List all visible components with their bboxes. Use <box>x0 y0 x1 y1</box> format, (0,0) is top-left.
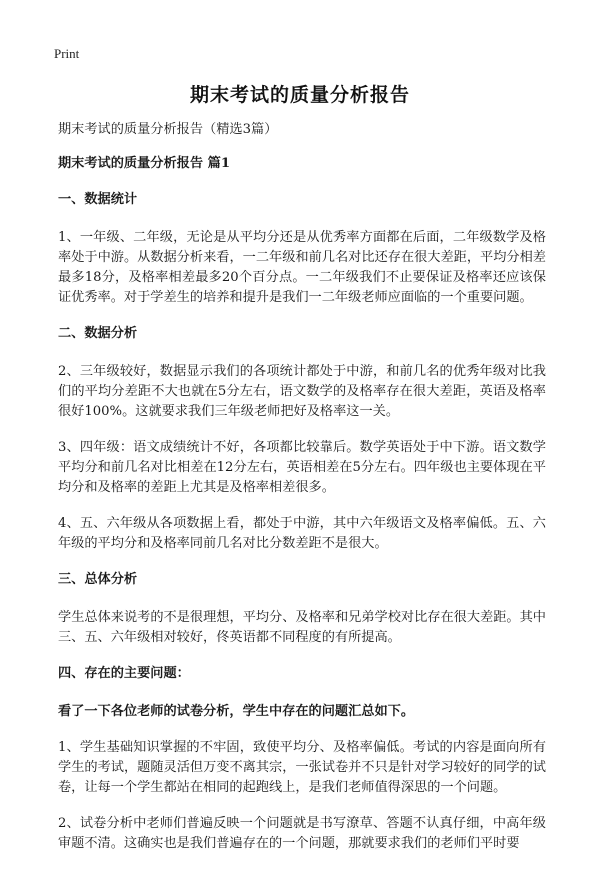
paragraph: 4、五、六年级从各项数据上看，都处于中游，其中六年级语文及格率偏低。五、六年级的平均分和及格率同前几名对比分数差距不是很大。 <box>58 516 546 551</box>
summary-bold-line: 看了一下各位老师的试卷分析，学生中存在的问题汇总如下。 <box>58 704 415 719</box>
section-heading-data-analysis: 二、数据分析 <box>58 326 138 341</box>
page-title: 期末考试的质量分析报告 <box>189 84 410 106</box>
paragraph: 2、试卷分析中老师们普遍反映一个问题就是书写潦草、答题不认真仔细，中高年级审题不清。这确实也是我们普遍存在的一个问题，那就要求我们的老师们平时要 <box>58 816 546 851</box>
section-heading-data-stats: 一、数据统计 <box>58 192 138 207</box>
paragraph: 1、学生基础知识掌握的不牢固，致使平均分、及格率偏低。考试的内容是面向所有学生的考试，题随灵活但万变不离其宗，一张试卷并不只是针对学习较好的同学的试卷，让每一个学生都站在相同的起跑线上，是我们老师值得深思的一个问题。 <box>58 740 546 795</box>
paragraph: 学生总体来说考的不是很理想，平均分、及格率和兄弟学校对比存在很大差距。其中三、五、六年级相对较好，佟英语都不同程度的有所提高。 <box>58 610 546 645</box>
section-heading-overall-analysis: 三、总体分析 <box>58 572 138 587</box>
paragraph: 2、三年级较好，数据显示我们的各项统计都处于中游，和前几名的优秀年级对比我们的平均分差距不大也就在5分左右，语文数学的及格率存在很大差距，英语及格率很好100%。这就要求我们三年级老师把好及格率这一关。 <box>58 364 546 419</box>
paragraph: 1、一年级、二年级，无论是从平均分还是从优秀率方面都在后面，二年级数学及格率处于中游。从数据分析来看，一二年级和前几名对比还存在很大差距，平均分相差最多18分，及格率相差最多20个百分点。一二年级我们不止要保证及格率还应该保证优秀率。对于学差生的培养和提升是我们一二年级老师应面临的一个重要问题。 <box>58 230 546 305</box>
print-link[interactable]: Print <box>54 46 80 61</box>
paragraph: 3、四年级：语文成绩统计不好，各项都比较靠后。数学英语处于中下游。语文数学平均分和前几名对比相差在12分左右，英语相差在5分左右。四年级也主要体现在平均分和及格率的差距上尤其是及格率相差很多。 <box>58 440 546 495</box>
section-heading-main-problems: 四、存在的主要问题： <box>58 666 190 681</box>
article-heading: 期末考试的质量分析报告 篇1 <box>58 156 231 171</box>
document-subtitle: 期末考试的质量分析报告（精选3篇） <box>58 122 278 137</box>
document-body <box>58 120 546 870</box>
